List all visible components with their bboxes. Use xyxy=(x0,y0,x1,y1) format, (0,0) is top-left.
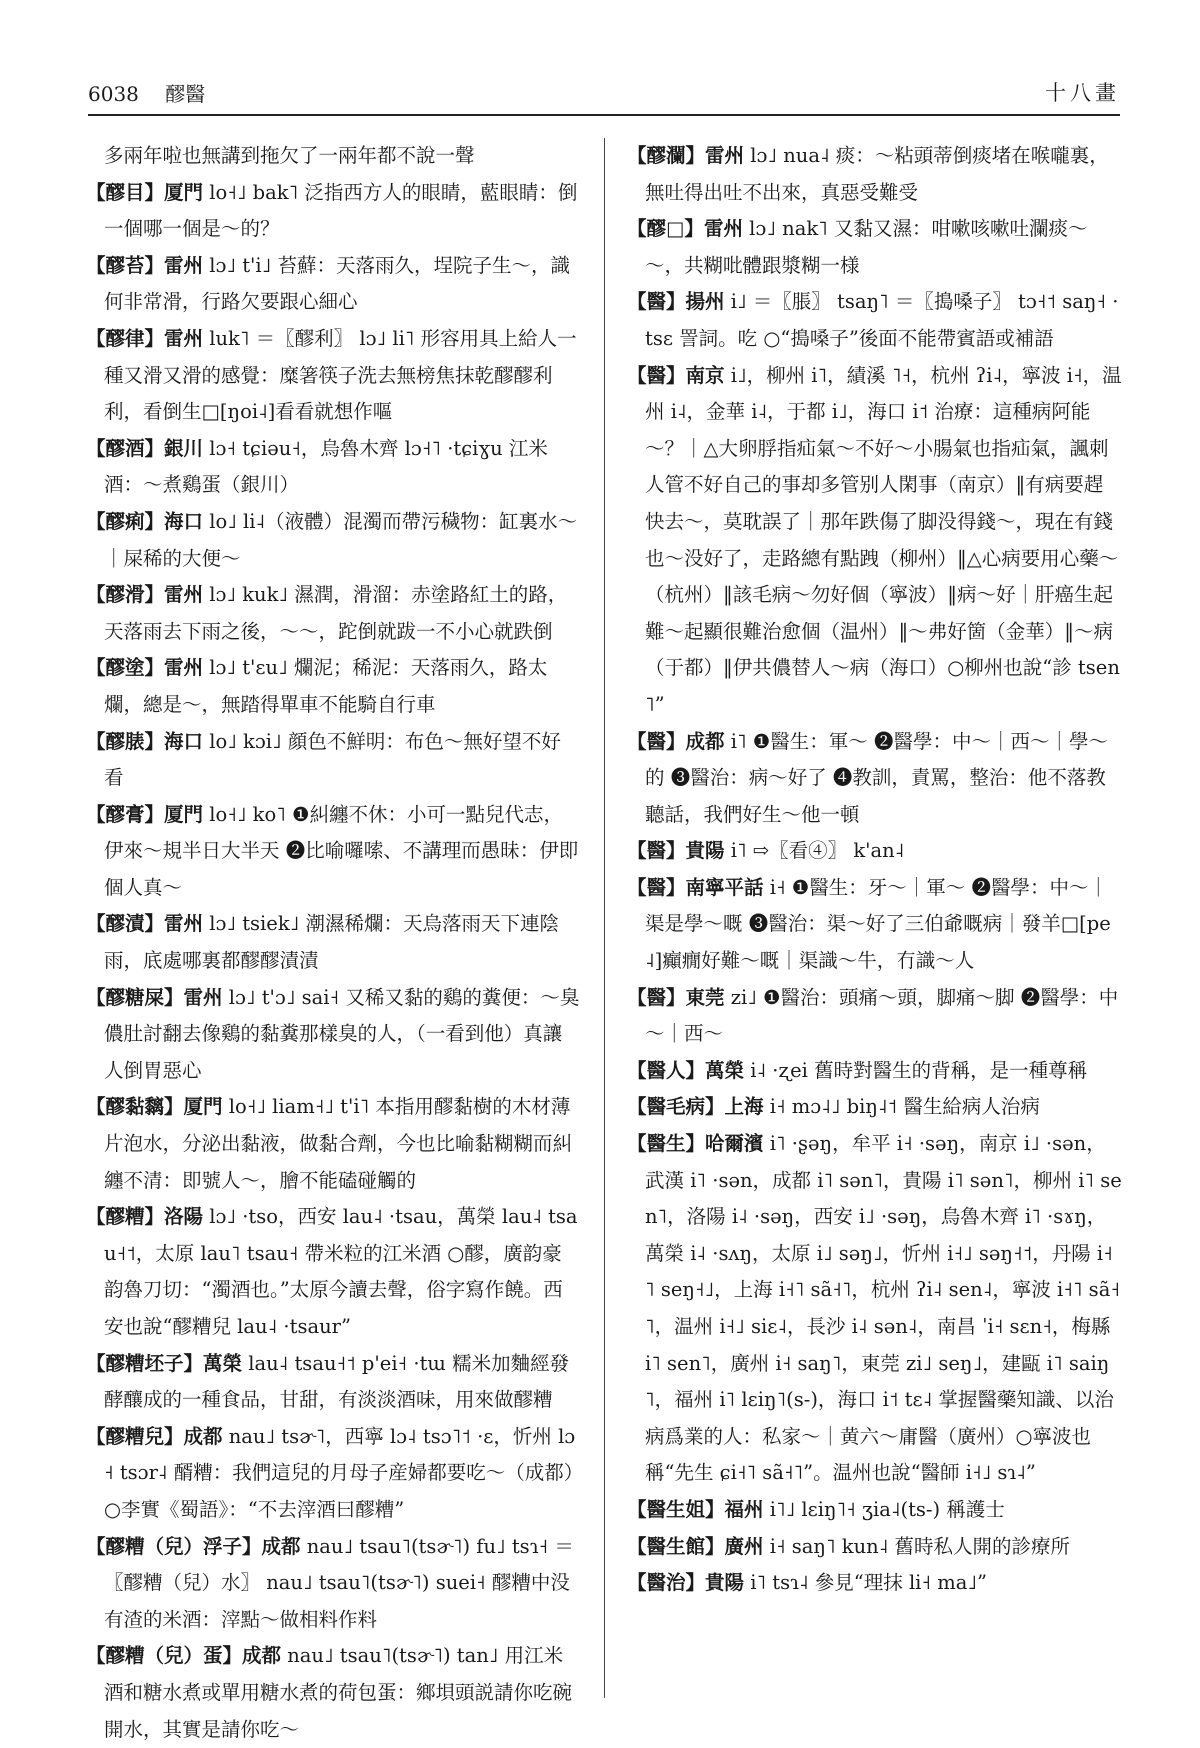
entry-body: i˥ tsɿ˨ 參見“理抹 li˧ ma˩” xyxy=(750,1571,987,1595)
page-title: 醪醫 xyxy=(165,81,206,106)
entry-body: nau˩ tsɚ˥，西寧 lɔ˨ tsɔ˥˦ ·ɛ，忻州 lɔ˧ tsɔr˨ 醑糟：我們這兒的月母子産婦都要吃～（成都）○李實《蜀語》：“不去滓酒曰醪糟” xyxy=(104,1424,576,1521)
dictionary-entry xyxy=(86,1419,580,1529)
entry-body: lau˨ tsau˧˦ p'ei˧ ·tɯ 糯米加麯經發酵釀成的一種食品，甘甜，有淡淡酒味，用來做醪糟 xyxy=(104,1351,570,1412)
header-left xyxy=(88,78,205,107)
entry-headword: 【醪糟】 xyxy=(86,1205,165,1229)
dictionary-entry xyxy=(627,870,1122,980)
entry-body: i˧ mɔ˨˩ biŋ˨˦ 醫生給病人治病 xyxy=(769,1095,1040,1119)
entry-headword: 【醪苔】 xyxy=(86,253,165,277)
entry-place: 成都 xyxy=(685,729,725,753)
dictionary-entry xyxy=(86,175,580,248)
column-divider xyxy=(604,138,605,1698)
dictionary-entry xyxy=(627,1565,1122,1602)
entry-body: lo˧˩ liam˧˩ t'i˥ 本指用醪黏樹的木材薄片泡水，分泌出黏液，做黏合劑，今也比喻黏糊糊而糾纏不清：即號人～，膾不能磕碰觸的 xyxy=(104,1095,573,1192)
entry-headword: 【醪漬】 xyxy=(86,912,165,936)
dictionary-entry xyxy=(627,1529,1122,1566)
entry-place: 貴陽 xyxy=(705,1571,745,1595)
entry-body: i˥ ·ʂəŋ，牟平 i˧ ·səŋ，南京 i˩ ·sən，武漢 i˥ ·sən，成都 i˥ sən˥，貴陽 i˥ sən˥，柳州 i˥ sen˥，洛陽 i˨ ·səŋ，西安 i˩ ·səŋ，烏魯木齊 i˥ ·sɤŋ，萬榮 i˨ ·sʌŋ，太原 i˩ səŋ˩，忻州 i˧˩ səŋ˧˦，丹陽 i˧˥ seŋ˧˩，上海 i˧˥ sã˧˥，杭州 ʔi˨ sen˨，寧波 i˧˥ sã˧˥，温州 i˧˩ siɛ˨，長沙 i˨ sən˨，南昌 ˈi˧ sɛn˧，梅縣 i˥ sen˥，廣州 i˧ saŋ˥，東莞 zi˩ seŋ˩，建甌 i˥ saiŋ˥，福州 i˥ lɛiŋ˥(s-)，海口 i˦ tɛ˨ 掌握醫藥知識、以治病爲業的人：私家～｜黄六～庸醫（廣州）○寧波也稱“先生 ɕi˧˥ sã˧˥”。温州也說“醫師 i˧˩ sɿ˨” xyxy=(645,1132,1122,1485)
entry-place: 成都 xyxy=(183,1424,223,1448)
stroke-count-label: 十八畫 xyxy=(1045,81,1120,105)
entry-headword: 【醪糟（兒）浮子】 xyxy=(86,1534,262,1558)
entry-body: luk˥ ＝〖醪利〗 lɔ˩ li˥ 形容用具上給人一種又滑又滑的感覺：糜箸筷子洗去無榜焦抹乾醪醪利利，看倒生□[ŋoi˨]看看就想作嘔 xyxy=(104,326,577,424)
entry-headword: 【醫生姐】 xyxy=(627,1497,725,1521)
entry-headword: 【醫生館】 xyxy=(627,1534,725,1558)
entry-body: lɔ˩ ·tso，西安 lau˨ ·tsau，萬榮 lau˨ tsau˧˦，太原 lau˥ tsau˧ 帶米粒的江米酒 ○醪，廣韵豪韵魯刀切：“濁酒也。”太原今讀去聲，俗字寫作饒。西安也說“醪糟兒 lau˨ ·tsaur” xyxy=(104,1205,578,1338)
entry-body: i˥ ⇨〖看④〗 k'an˨ xyxy=(730,839,905,863)
dictionary-entry xyxy=(86,1199,580,1345)
entry-headword: 【醪糖屎】 xyxy=(86,985,184,1009)
entry-place: 上海 xyxy=(724,1095,764,1119)
dictionary-entry xyxy=(86,724,580,797)
entry-headword: 【醫生】 xyxy=(627,1132,706,1156)
dictionary-entry xyxy=(627,1492,1122,1529)
dictionary-entry xyxy=(86,504,580,577)
entry-continuation: 多兩年啦也無講到拖欠了一兩年都不說一聲 xyxy=(104,144,475,167)
entry-place: 東莞 xyxy=(685,985,725,1009)
dictionary-entry xyxy=(627,1126,1122,1492)
entry-place: 厦門 xyxy=(164,180,204,204)
page-number: 6038 xyxy=(88,81,139,106)
entry-place: 揚州 xyxy=(685,290,725,314)
entry-headword: 【醪痢】 xyxy=(86,509,165,533)
page-header xyxy=(88,72,1120,112)
entry-body: i˨ ·ʐei 舊時對醫生的背稱，是一種尊稱 xyxy=(750,1058,1088,1082)
entry-place: 雷州 xyxy=(164,656,204,680)
entry-headword: 【醪膏】 xyxy=(86,802,165,826)
entry-headword: 【醪律】 xyxy=(86,326,165,350)
entry-headword: 【醪瀾】 xyxy=(627,144,706,167)
dictionary-entry xyxy=(86,797,580,907)
dictionary-entry xyxy=(627,138,1122,211)
right-column xyxy=(627,138,1122,1602)
entry-headword: 【醪脿】 xyxy=(86,729,165,753)
entry-place: 海口 xyxy=(164,729,204,753)
entry-headword: 【醫】 xyxy=(627,875,686,899)
entry-body: i˥ ❶醫生：軍～ ❷醫學：中～｜西～｜學～的 ❸醫治：病～好了 ❹教訓，責罵，整治：他不落教聽話，我們好生～他一頓 xyxy=(645,729,1108,826)
entry-headword: 【醪糟（兒）蛋】 xyxy=(86,1644,243,1668)
dictionary-entry xyxy=(627,358,1122,724)
entry-body: lɔ˩ nua˨ 痰：～粘頭蒂倒痰堵在喉嚨裏，無吐得出吐不出來，真惡受難受 xyxy=(645,144,1109,204)
entry-headword: 【醪□】 xyxy=(627,217,704,241)
entry-place: 成都 xyxy=(242,1644,282,1668)
dictionary-entry xyxy=(86,980,580,1090)
dictionary-entry xyxy=(627,1053,1122,1090)
dictionary-entry xyxy=(627,724,1122,834)
entry-headword: 【醫】 xyxy=(627,363,686,387)
entry-place: 萬榮 xyxy=(705,1058,745,1082)
dictionary-entry xyxy=(86,906,580,979)
entry-place: 厦門 xyxy=(164,802,204,826)
dictionary-entry xyxy=(627,1089,1122,1126)
entry-place: 雷州 xyxy=(705,144,745,167)
entry-body: lɔ˩ tsiek˩ 潮濕稀爛：天烏落雨天下連陰雨，底處哪裏都醪醪漬漬 xyxy=(104,912,559,973)
entry-place: 廣州 xyxy=(724,1534,764,1558)
entry-place: 哈爾濱 xyxy=(705,1132,764,1156)
entry-headword: 【醪塗】 xyxy=(86,656,165,680)
entry-body: lo˩ li˨（液體）混濁而帶污穢物：缸裏水～｜屎稀的大便～ xyxy=(104,509,578,570)
entry-headword: 【醪糟坯子】 xyxy=(86,1351,204,1375)
dictionary-entry xyxy=(86,650,580,723)
entry-headword: 【醫治】 xyxy=(627,1571,706,1595)
entry-place: 厦門 xyxy=(183,1095,223,1119)
dictionary-entry xyxy=(86,1346,580,1419)
entry-headword: 【醪糟兒】 xyxy=(86,1424,184,1448)
dictionary-entry xyxy=(86,138,580,175)
dictionary-entry xyxy=(86,1529,580,1639)
dictionary-entry xyxy=(86,321,580,431)
entry-place: 貴陽 xyxy=(685,839,725,863)
entry-body: lɔ˩ t'i˩ 苔蘚：天落雨久，埕院子生～，識何非常滑，行路欠要跟心細心 xyxy=(104,253,570,314)
entry-place: 雷州 xyxy=(183,985,223,1009)
entry-headword: 【醫】 xyxy=(627,729,686,753)
entry-body: i˧ saŋ˥ kun˨ 舊時私人開的診療所 xyxy=(769,1534,1071,1558)
left-column xyxy=(86,138,580,1748)
entry-headword: 【醫】 xyxy=(627,290,686,314)
dictionary-entry xyxy=(86,577,580,650)
entry-body: i˩，柳州 i˥，績溪 ˥˧，杭州 ʔi˨，寧波 i˧，温州 i˨，金華 i˨，于都 i˩，海口 i˦ 治療：這種病阿能～？｜△大卵脬指疝氣～不好～小腸氣也指疝氣，諷刺人管不好自己的事却多管别人閑事（南京）‖有病要趕快去～，莫耽誤了｜那年跌傷了脚没得錢～，現在有錢也～没好了，走路總有點跩（柳州）‖△心病要用心藥～（杭州）‖該毛病～勿好個（寧波）‖病～好｜肝癌生起難～起顯很難治愈個（温州）‖～弗好箇（金華）‖～病（于都）‖伊共儂替人～病（海口）○柳州也說“診 tsen˥” xyxy=(645,363,1122,716)
entry-place: 成都 xyxy=(261,1534,301,1558)
entry-body: lo˩ kɔi˩ 顔色不鮮明：布色～無好望不好看 xyxy=(104,729,561,790)
entry-place: 雷州 xyxy=(703,217,743,241)
entry-place: 洛陽 xyxy=(164,1205,204,1229)
entry-body: nau˩ tsau˥(tsɚ˥) fu˩ tsɿ˧ ＝〖醪糟（兒）水〗 nau˩ tsau˥(tsɚ˥) suei˧ 醪糟中没有渣的米酒：滓點～做相料作料 xyxy=(104,1534,574,1631)
entry-place: 海口 xyxy=(164,509,204,533)
entry-headword: 【醫】 xyxy=(627,985,686,1009)
entry-body: lɔ˩ nak˥ 又黏又濕：咁嗽咳嗽吐瀾痰～～，共糊吡體跟漿糊一様 xyxy=(645,217,1088,277)
entry-body: nau˩ tsau˥(tsɚ˥) tan˩ 用江米酒和糖水煮或單用糖水煮的荷包蛋：鄉垻頭説請你吃碗開水，其實是請你吃～ xyxy=(104,1644,573,1741)
dictionary-entry xyxy=(627,211,1122,284)
entry-place: 南寧平話 xyxy=(685,875,764,899)
entry-place: 南京 xyxy=(685,363,725,387)
dictionary-entry xyxy=(627,980,1122,1053)
entry-place: 萬榮 xyxy=(203,1351,243,1375)
entry-place: 銀川 xyxy=(164,436,204,460)
entry-place: 福州 xyxy=(724,1497,764,1521)
entry-headword: 【醪目】 xyxy=(86,180,165,204)
dictionary-entry xyxy=(86,248,580,321)
entry-body: lɔ˧ tɕiəu˧，烏魯木齊 lɔ˧˥ ·tɕiɣu 江米酒：～煮鷄蛋（銀川） xyxy=(104,436,548,497)
entry-body: lo˧˩ bak˥ 泛指西方人的眼睛，藍眼睛：倒一個哪一個是～的？ xyxy=(104,180,578,241)
entry-body: lɔ˩ t'ɛu˩ 爛泥；稀泥：天落雨久，路太爛，總是～，無踏得單車不能騎自行車 xyxy=(104,656,548,716)
entry-body: i˩ ＝〖脹〗 tsaŋ˥ ＝〖搗嗓子〗 tɔ˧˦ saŋ˧ ·tsɛ 詈詞。吃 ○“搗嗓子”後面不能帶賓語或補語 xyxy=(645,290,1119,350)
entry-body: i˥˩ lɛiŋ˥˧ ʒia˨(ts-) 稱護士 xyxy=(769,1497,1005,1521)
entry-body: lɔ˩ t'ɔ˩ sai˧ 又稀又黏的鷄的糞便：～臭儂肚討翻去像鷄的黏糞那樣臭的人，（一看到他）真讓人倒胃惡心 xyxy=(104,985,580,1082)
entry-body: lo˧˩ ko˥ ❶糾纏不休：小可一點兒代志，伊來～規半日大半天 ❷比喻囉嗦、不講理而愚昧：伊即個人真～ xyxy=(104,802,579,899)
entry-body: zi˩ ❶醫治：頭痛～頭，脚痛～脚 ❷醫學：中～｜西～ xyxy=(645,985,1119,1046)
entry-headword: 【醫人】 xyxy=(627,1058,706,1082)
entry-headword: 【醫毛病】 xyxy=(627,1095,725,1119)
dictionary-entry xyxy=(627,284,1122,357)
entry-headword: 【醪酒】 xyxy=(86,436,165,460)
dictionary-entry xyxy=(86,1089,580,1199)
dictionary-entry xyxy=(86,431,580,504)
entry-place: 雷州 xyxy=(164,253,204,277)
entry-place: 雷州 xyxy=(164,912,204,936)
entry-body: lɔ˩ kuk˩ 濕潤，滑溜：赤塗路紅土的路，天落雨去下雨之後，～～，跎倒就跋一不小心就跌倒 xyxy=(104,583,568,643)
dictionary-entry xyxy=(86,1638,580,1748)
header-rule xyxy=(88,114,1120,116)
entry-headword: 【醪黏黐】 xyxy=(86,1095,184,1119)
entry-headword: 【醪滑】 xyxy=(86,583,165,607)
entry-body: i˧ ❶醫生：牙～｜軍～ ❷醫學：中～｜渠是學～嘅 ❸醫治：渠～好了三伯爺嘅病｜發羊□[pe˨]癲癇好難～嘅｜渠識～牛，冇識～人 xyxy=(645,875,1111,973)
entry-place: 雷州 xyxy=(164,326,204,350)
entry-place: 雷州 xyxy=(164,583,204,607)
entry-headword: 【醫】 xyxy=(627,839,686,863)
dictionary-entry xyxy=(627,833,1122,870)
